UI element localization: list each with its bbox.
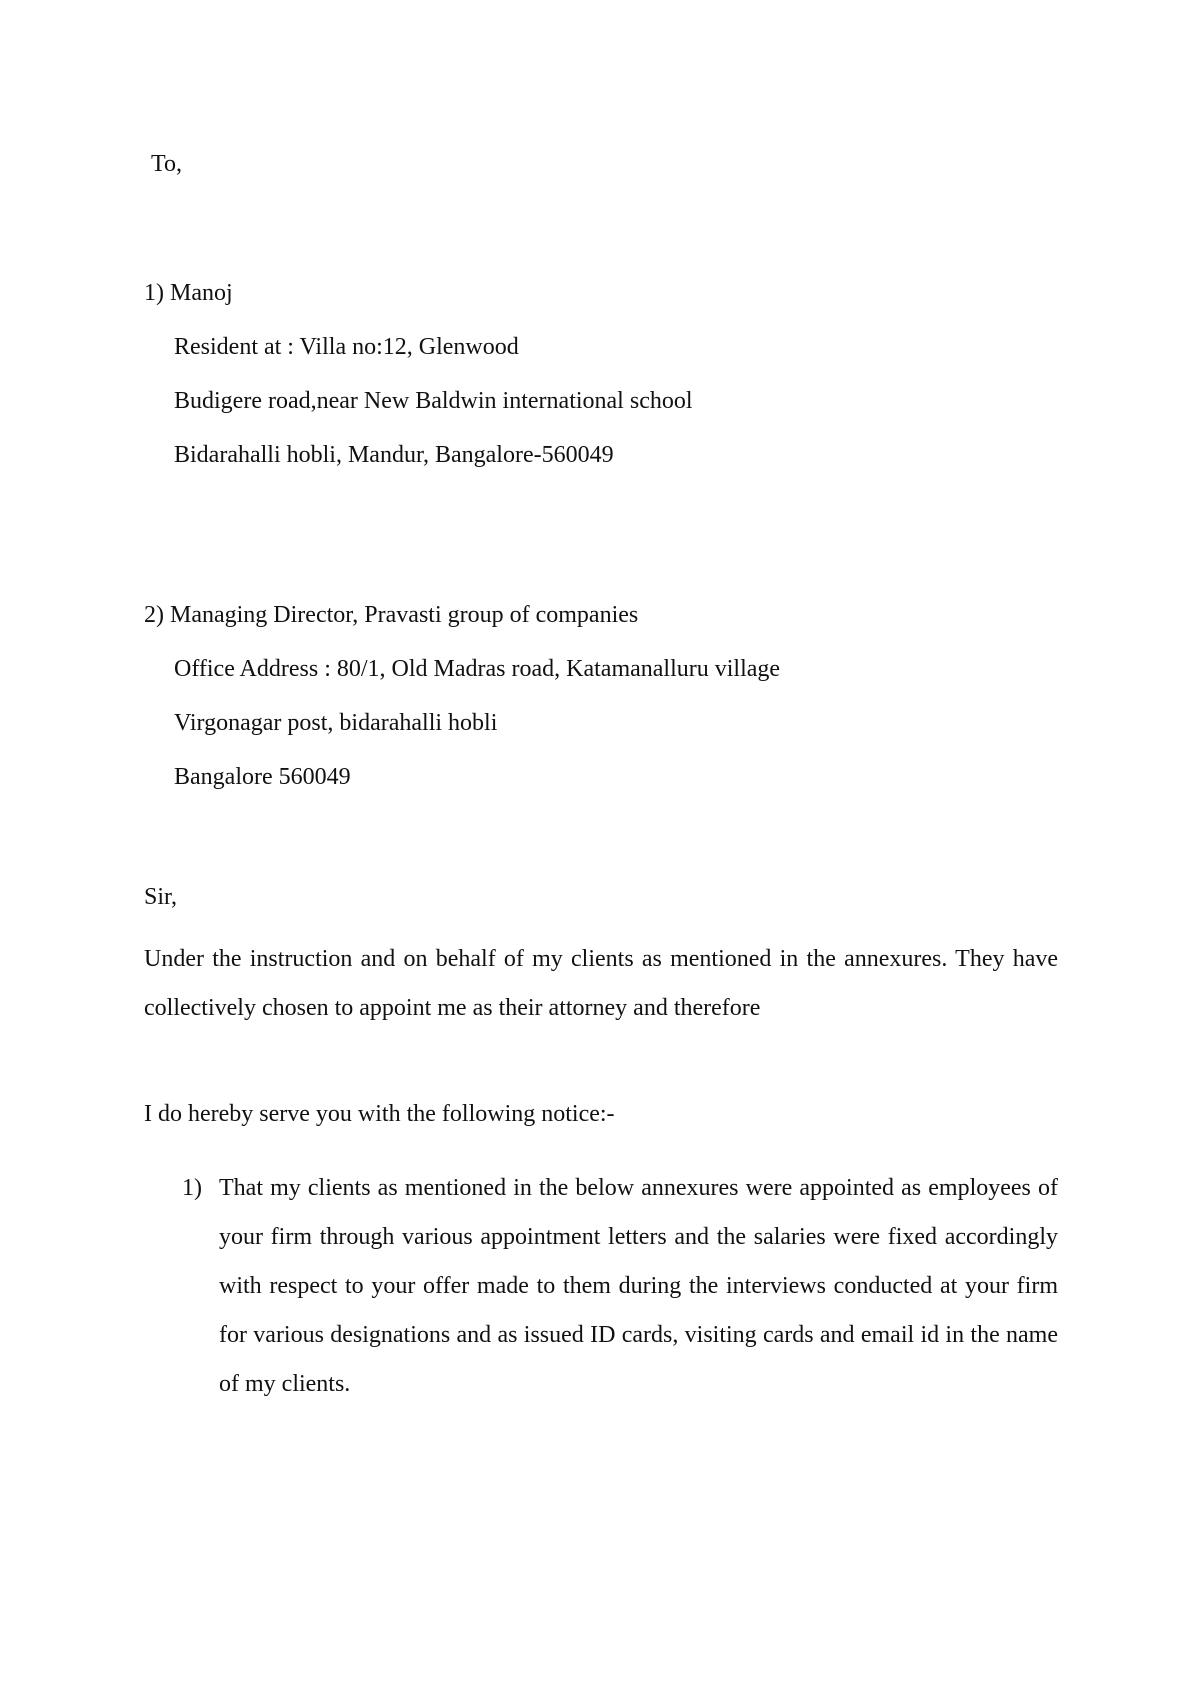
- intro-paragraph: Under the instruction and on behalf of my clients as mentioned in the annexures. They have collectively chosen to appoint me as their attorney and therefore: [144, 946, 1058, 1021]
- notice-intro: I do hereby serve you with the following notice:-: [144, 1101, 615, 1127]
- salutation: Sir,: [144, 884, 178, 910]
- notice-point-number: 1): [182, 1175, 202, 1201]
- recipient-address-line: Bangalore 560049: [174, 764, 351, 790]
- notice-point: [182, 1164, 1058, 1409]
- recipient-address-line: Virgonagar post, bidarahalli hobli: [174, 710, 498, 736]
- recipient-name: 2) Managing Director, Pravasti group of companies: [144, 602, 639, 628]
- notice-point-text: That my clients as mentioned in the below annexures were appointed as employees of your firm through various appointment letters and the salaries were fixed accordingly with respect to your offer made to them during the interviews conducted at your firm for various designations and as issued ID cards, visiting cards and email id in the name of my clients.: [219, 1175, 1058, 1397]
- recipient-name: 1) Manoj: [144, 280, 233, 306]
- recipient-address-line: Bidarahalli hobli, Mandur, Bangalore-560049: [174, 442, 614, 468]
- recipient-address-line: Office Address : 80/1, Old Madras road, Katamanalluru village: [174, 656, 781, 682]
- to-label: To,: [151, 151, 182, 177]
- recipient-address-line: Budigere road,near New Baldwin international school: [174, 388, 693, 414]
- recipient-address-line: Resident at : Villa no:12, Glenwood: [174, 334, 519, 360]
